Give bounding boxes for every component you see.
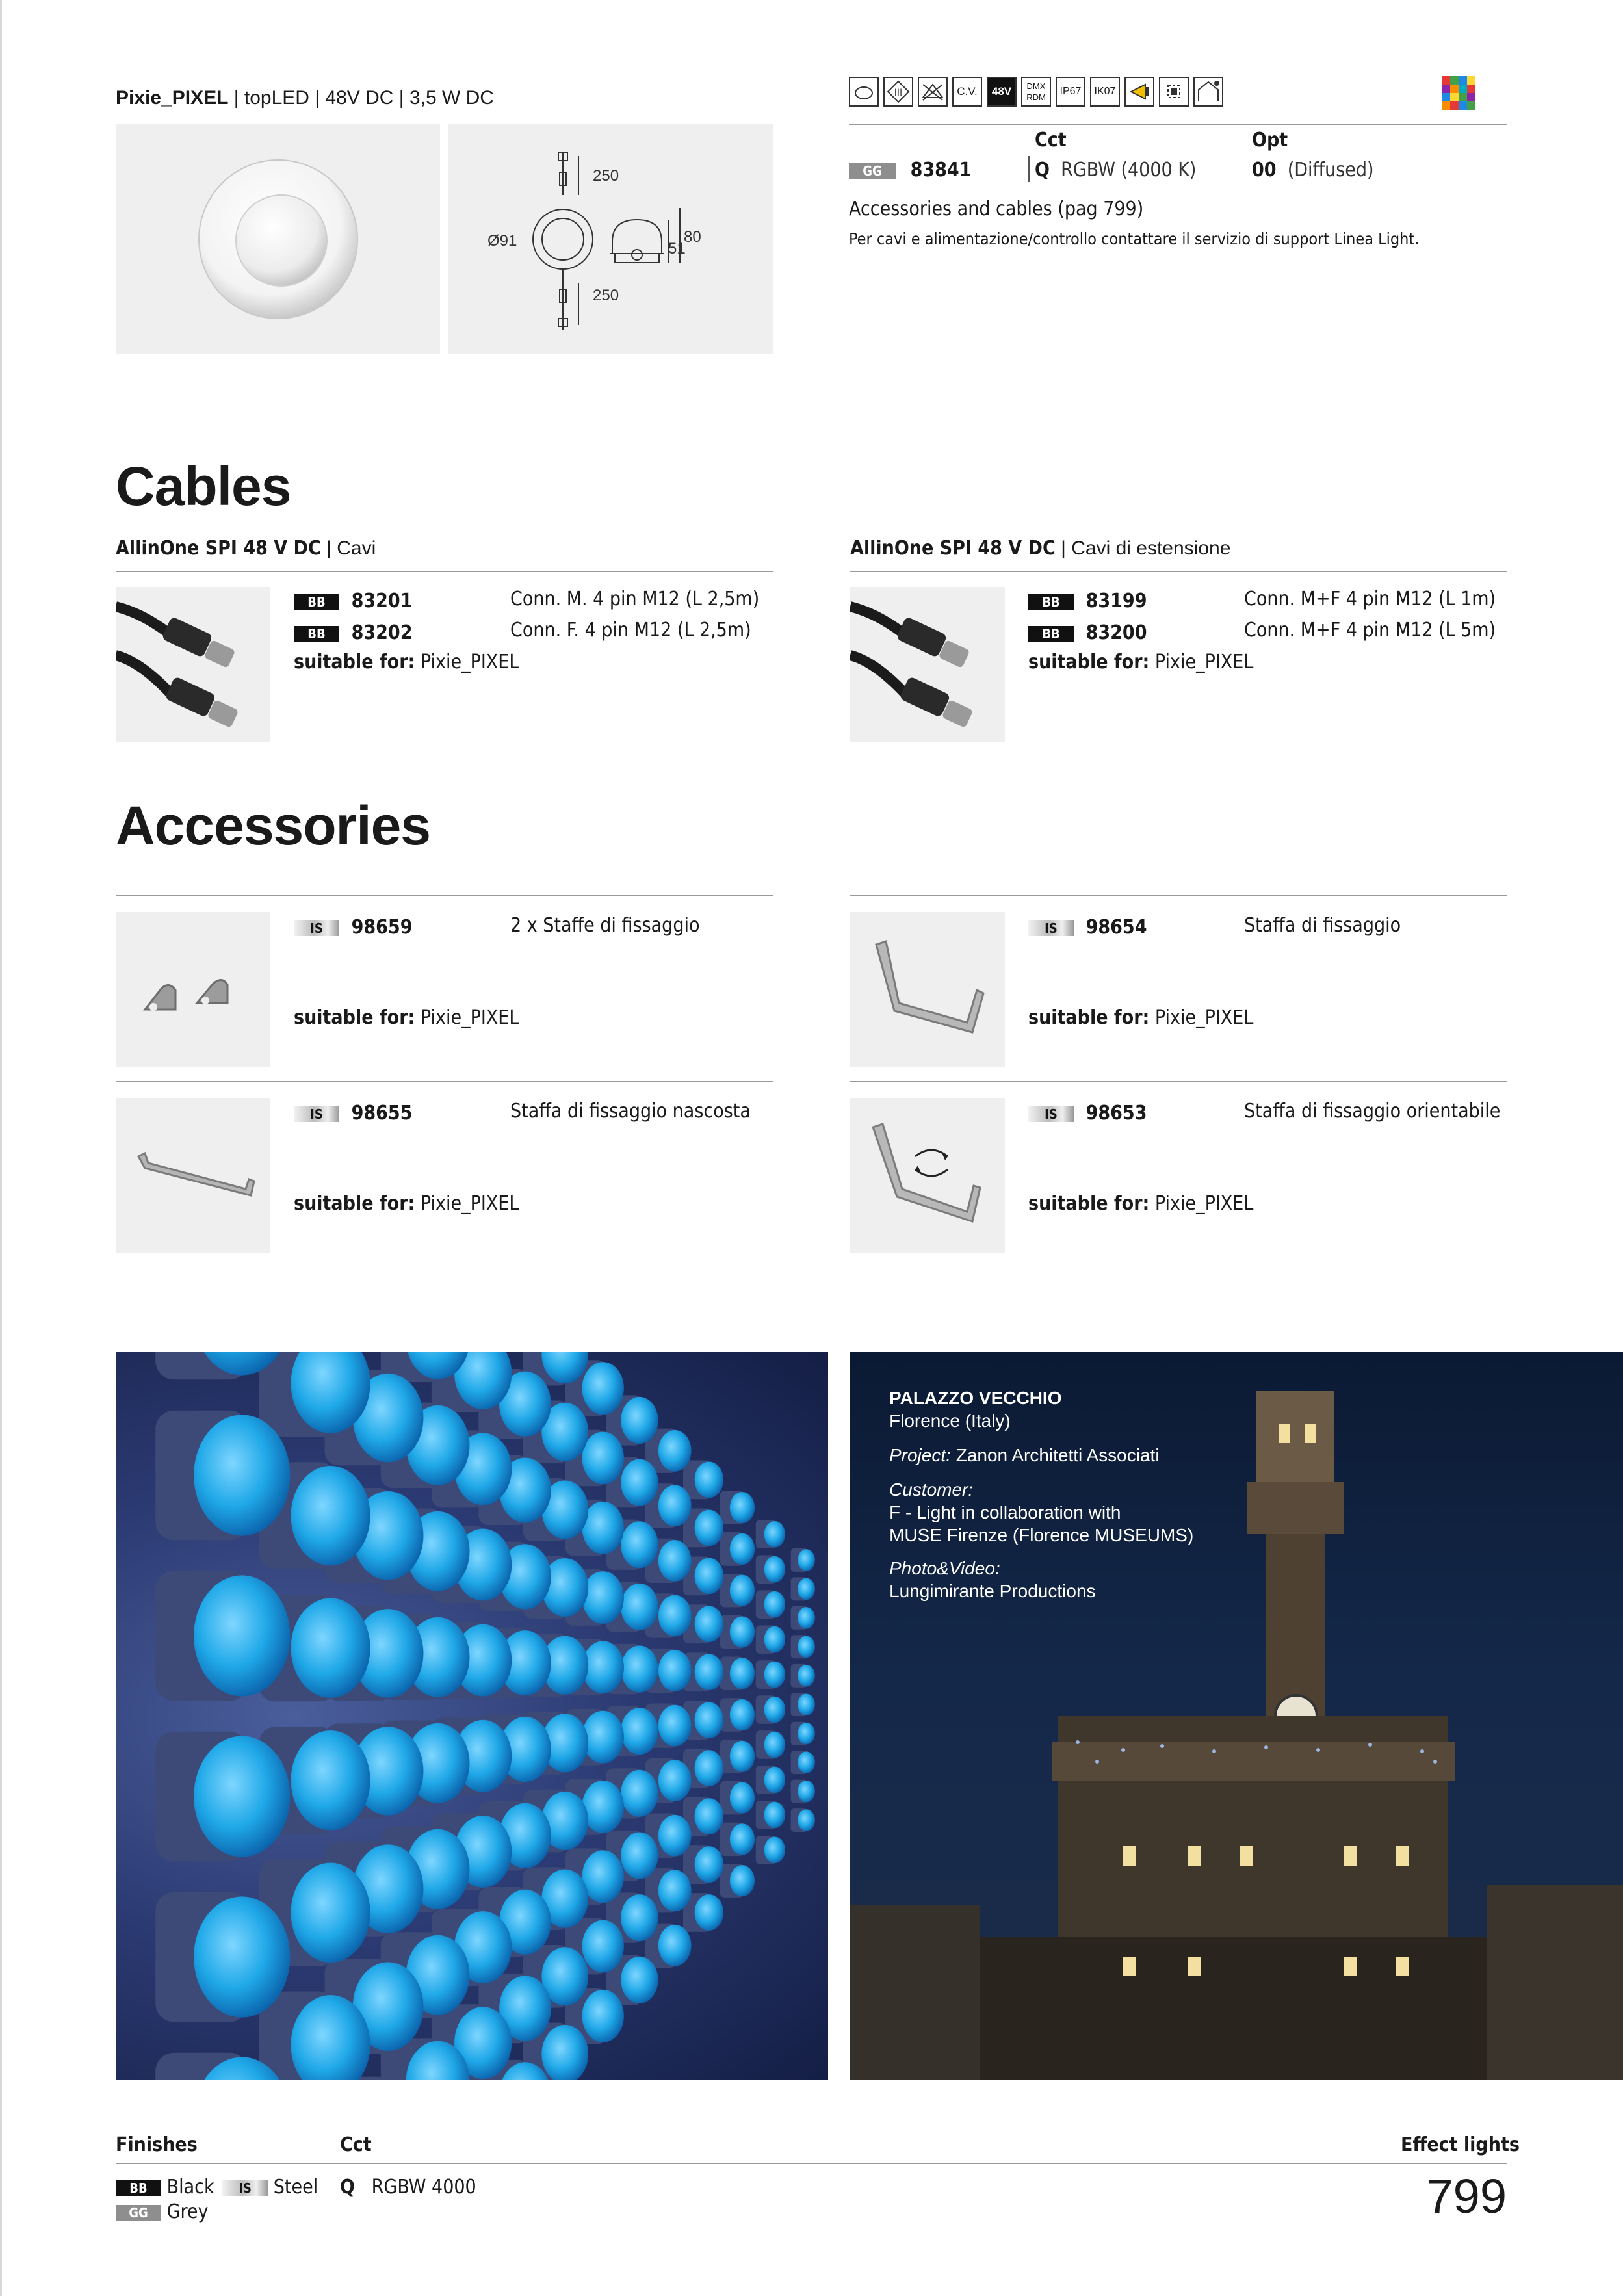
led-wall-svg bbox=[116, 1352, 828, 2080]
led-dome bbox=[658, 1430, 692, 1472]
led-dome bbox=[764, 1626, 785, 1653]
led-dome bbox=[291, 1598, 370, 1697]
finish-badge: GG bbox=[116, 2205, 161, 2221]
dmx-label: DMX bbox=[1026, 81, 1046, 91]
led-dome bbox=[764, 1802, 785, 1829]
cable-desc: Conn. M+F 4 pin M12 (L 5m) bbox=[1244, 619, 1496, 642]
led-dome bbox=[695, 1462, 723, 1498]
led-dome bbox=[621, 1770, 658, 1817]
led-dome bbox=[658, 1870, 692, 1911]
finish-badge: IS bbox=[1028, 1106, 1074, 1122]
finish-badge: BB bbox=[1028, 626, 1074, 642]
product-title bbox=[116, 87, 494, 109]
finish-badge: BB bbox=[294, 626, 339, 642]
led-dome bbox=[582, 1641, 624, 1693]
led-wall-photo bbox=[116, 1352, 828, 2080]
dim-depth: 51 bbox=[668, 240, 686, 257]
led-dome bbox=[621, 1832, 658, 1879]
led-dome bbox=[764, 1521, 785, 1548]
project-label: Project: bbox=[889, 1445, 951, 1465]
accessory-photo bbox=[850, 1098, 1005, 1253]
cable-row bbox=[1028, 590, 1147, 612]
ip67-icon: IP67 bbox=[1056, 77, 1085, 107]
led-dome bbox=[730, 1533, 755, 1565]
variant-cct-value: RGBW (4000 K) bbox=[1061, 159, 1197, 181]
led-dome bbox=[730, 1823, 755, 1855]
acc-rule bbox=[116, 1081, 773, 1082]
page-edge bbox=[0, 0, 2, 2296]
variant-opt bbox=[1252, 159, 1374, 181]
finish-badge: IS bbox=[294, 920, 339, 936]
led-dome bbox=[730, 1492, 755, 1523]
cable-code: 83202 bbox=[351, 621, 413, 644]
suitable-label: suitable for: bbox=[294, 1192, 415, 1215]
cable-desc: Conn. M+F 4 pin M12 (L 1m) bbox=[1244, 588, 1496, 610]
led-dome bbox=[658, 1485, 692, 1526]
suitable-label: suitable for: bbox=[1028, 651, 1150, 673]
finish-badge: GG bbox=[849, 163, 896, 179]
technical-drawing-svg bbox=[448, 124, 773, 354]
accessory-code: 98653 bbox=[1085, 1102, 1147, 1125]
round-icon bbox=[849, 77, 879, 107]
led-dome bbox=[621, 1521, 658, 1568]
suitable-for bbox=[294, 1192, 519, 1215]
led-dome bbox=[695, 1509, 723, 1546]
dim-height: 80 bbox=[684, 228, 701, 246]
suitable-label: suitable for: bbox=[1028, 1192, 1150, 1215]
bracket-flat-svg bbox=[116, 1098, 270, 1253]
48v-icon: 48V bbox=[987, 77, 1017, 107]
finish-badge: IS bbox=[1028, 920, 1074, 936]
suitable-label: suitable for: bbox=[294, 651, 415, 673]
footer-rule bbox=[116, 2163, 1507, 2164]
led-dome bbox=[695, 1558, 723, 1594]
accessory-code: 98659 bbox=[351, 916, 413, 939]
no-insulation-icon bbox=[918, 77, 948, 107]
page-number: 799 bbox=[1426, 2169, 1507, 2223]
led-dome bbox=[621, 1957, 658, 2003]
suitable-label: suitable for: bbox=[1028, 1006, 1150, 1029]
led-dome bbox=[658, 1815, 692, 1857]
variant-row bbox=[849, 159, 971, 181]
led-dome bbox=[194, 1736, 290, 1857]
led-dome bbox=[658, 1595, 692, 1637]
beam-icon bbox=[1124, 77, 1154, 107]
led-dome bbox=[798, 1549, 815, 1571]
cable-photo-left bbox=[116, 587, 270, 742]
led-dome bbox=[798, 1723, 815, 1745]
product-photo bbox=[116, 124, 440, 354]
led-dome bbox=[658, 1705, 692, 1747]
class-III-label: III bbox=[894, 88, 903, 98]
led-dome bbox=[695, 1750, 723, 1786]
variant-cct-code: Q bbox=[1035, 159, 1050, 181]
suitable-value: Pixie_PIXEL bbox=[1154, 1192, 1254, 1215]
finish-badge: BB bbox=[1028, 594, 1074, 610]
led-dome bbox=[798, 1781, 815, 1803]
led-dome bbox=[582, 1571, 624, 1624]
dimension-icon bbox=[1159, 77, 1189, 107]
suitable-for bbox=[1028, 1192, 1253, 1215]
led-dome bbox=[621, 1708, 658, 1755]
product-specs: | topLED | 48V DC | 3,5 W DC bbox=[228, 87, 494, 109]
cables-left-header-sep: | bbox=[320, 538, 337, 559]
accessories-note: Accessories and cables (pag 799) bbox=[849, 198, 1144, 220]
led-dome bbox=[798, 1607, 815, 1629]
cable-photo-right-svg bbox=[850, 587, 1005, 742]
accessory-row bbox=[294, 916, 412, 939]
led-dome bbox=[658, 1540, 692, 1582]
dim-diameter: Ø91 bbox=[487, 232, 517, 250]
variant-code: 83841 bbox=[910, 159, 972, 181]
accessory-code: 98655 bbox=[351, 1102, 413, 1125]
led-dome bbox=[730, 1741, 755, 1772]
accessory-row bbox=[1028, 916, 1147, 939]
led-dome bbox=[621, 1459, 658, 1506]
led-dome bbox=[764, 1837, 785, 1864]
accessory-code: 98654 bbox=[1085, 916, 1147, 939]
customer-label: Customer: bbox=[889, 1480, 974, 1500]
footer-cct-label: Cct bbox=[340, 2133, 372, 2156]
cv-icon: C.V. bbox=[952, 77, 982, 107]
accessory-desc: Staffa di fissaggio orientabile bbox=[1244, 1100, 1501, 1123]
led-dome bbox=[798, 1751, 815, 1773]
finish-name: Grey bbox=[166, 2200, 209, 2223]
led-dome bbox=[621, 1397, 658, 1444]
led-dome bbox=[730, 1699, 755, 1730]
cable-row bbox=[294, 590, 412, 612]
variant-opt-value: (Diffused) bbox=[1287, 159, 1374, 181]
product-photo-svg bbox=[116, 124, 440, 354]
finish-row bbox=[116, 2200, 209, 2223]
dmx-rdm-icon bbox=[1021, 77, 1051, 107]
variant-opt-code: 00 bbox=[1252, 159, 1277, 181]
accessory-photo bbox=[116, 912, 270, 1067]
col-cct: Cct bbox=[1035, 129, 1067, 151]
led-dome bbox=[798, 1693, 815, 1715]
led-dome bbox=[582, 1431, 624, 1484]
led-dome bbox=[621, 1584, 658, 1630]
class-III-icon bbox=[883, 77, 913, 107]
product-name: Pixie_PIXEL bbox=[116, 87, 229, 109]
cables-left-header bbox=[116, 537, 376, 560]
variant-rule bbox=[849, 124, 1507, 125]
led-dome bbox=[798, 1665, 815, 1687]
led-dome bbox=[764, 1662, 785, 1688]
bracket-u-svg bbox=[850, 912, 1005, 1067]
bracket-pair-svg bbox=[116, 912, 270, 1067]
led-dome bbox=[621, 1646, 658, 1693]
accessory-photo bbox=[116, 1098, 270, 1253]
led-dome bbox=[730, 1865, 755, 1896]
led-dome bbox=[582, 1920, 624, 1973]
finish-name: Black bbox=[166, 2176, 214, 2198]
suitable-value: Pixie_PIXEL bbox=[1154, 651, 1254, 673]
finish-badge: BB bbox=[294, 594, 339, 610]
led-dome bbox=[798, 1578, 815, 1600]
led-dome bbox=[291, 1730, 370, 1830]
footer-cct-value: RGBW 4000 bbox=[371, 2176, 476, 2198]
accessory-row bbox=[294, 1102, 412, 1125]
acc-rule bbox=[116, 895, 773, 896]
cable-desc: Conn. F. 4 pin M12 (L 2,5m) bbox=[510, 619, 751, 642]
photo-value: Lungimirante Productions bbox=[889, 1581, 1096, 1601]
accessory-desc: Staffa di fissaggio bbox=[1244, 914, 1401, 937]
technical-drawing bbox=[448, 124, 773, 354]
led-dome bbox=[582, 1781, 624, 1833]
led-dome bbox=[730, 1616, 755, 1647]
led-dome bbox=[658, 1650, 692, 1691]
accessory-desc: 2 x Staffe di fissaggio bbox=[510, 914, 700, 937]
cables-left-header-rest: Cavi bbox=[337, 538, 376, 559]
finish-badge: IS bbox=[222, 2180, 268, 2196]
suitable-for bbox=[294, 651, 519, 673]
acc-rule bbox=[850, 1081, 1507, 1082]
cable-desc: Conn. M. 4 pin M12 (L 2,5m) bbox=[510, 588, 760, 610]
dim-top: 250 bbox=[593, 167, 619, 185]
led-dome bbox=[582, 1502, 624, 1554]
suitable-value: Pixie_PIXEL bbox=[420, 651, 519, 673]
led-dome bbox=[291, 1466, 370, 1565]
suitable-for bbox=[294, 1006, 519, 1029]
cables-right-header-sep: | bbox=[1055, 538, 1072, 559]
col-opt: Opt bbox=[1252, 129, 1288, 151]
cables-title: Cables bbox=[116, 456, 291, 517]
led-dome bbox=[695, 1654, 723, 1690]
customer-line1: F - Light in collaboration with bbox=[889, 1502, 1121, 1522]
cable-photo-left-svg bbox=[116, 587, 270, 742]
led-dome bbox=[798, 1636, 815, 1658]
rgb-grid-svg bbox=[1442, 76, 1475, 110]
cables-right-rule bbox=[850, 571, 1507, 572]
outdoor-icon bbox=[1193, 77, 1223, 107]
led-dome bbox=[695, 1846, 723, 1883]
suitable-value: Pixie_PIXEL bbox=[420, 1192, 519, 1215]
footer-cct bbox=[340, 2176, 476, 2198]
finish-badge: BB bbox=[116, 2180, 161, 2196]
project-caption bbox=[889, 1387, 1253, 1602]
suitable-for bbox=[1028, 1006, 1253, 1029]
led-dome bbox=[764, 1732, 785, 1758]
project-name: PALAZZO VECCHIO bbox=[889, 1388, 1062, 1408]
footer-cct-code: Q bbox=[340, 2176, 355, 2198]
ik07-icon: IK07 bbox=[1090, 77, 1120, 107]
customer-line2: MUSE Firenze (Florence MUSEUMS) bbox=[889, 1525, 1194, 1545]
accessory-desc: Staffa di fissaggio nascosta bbox=[510, 1100, 751, 1123]
rdm-label: RDM bbox=[1026, 92, 1046, 102]
cables-right-header-bold: AllinOne SPI 48 V DC bbox=[850, 537, 1056, 560]
led-dome bbox=[695, 1702, 723, 1738]
led-dome bbox=[582, 1850, 624, 1903]
cable-photo-right bbox=[850, 587, 1005, 742]
dim-bottom: 250 bbox=[593, 287, 619, 304]
led-dome bbox=[695, 1606, 723, 1642]
rgb-grid-icon bbox=[1442, 76, 1475, 110]
cables-right-header bbox=[850, 537, 1230, 560]
support-note: Per cavi e alimentazione/controllo contattare il servizio di support Linea Light. bbox=[849, 229, 1420, 248]
led-dome bbox=[764, 1556, 785, 1583]
led-dome bbox=[764, 1767, 785, 1794]
led-dome bbox=[194, 1896, 290, 2017]
suitable-value: Pixie_PIXEL bbox=[420, 1006, 519, 1029]
cable-code: 83199 bbox=[1085, 590, 1147, 612]
photo-label: Photo&Video: bbox=[889, 1558, 1000, 1578]
cable-code: 83200 bbox=[1085, 621, 1147, 644]
finish-badge: IS bbox=[294, 1106, 339, 1122]
project-location: Florence (Italy) bbox=[889, 1411, 1011, 1431]
cables-right-header-rest: Cavi di estensione bbox=[1071, 538, 1231, 559]
accessory-photo bbox=[850, 912, 1005, 1067]
led-dome bbox=[582, 1990, 624, 2042]
led-dome bbox=[798, 1809, 815, 1831]
suitable-label: suitable for: bbox=[294, 1006, 415, 1029]
led-dome bbox=[764, 1591, 785, 1618]
acc-rule bbox=[850, 895, 1507, 896]
led-dome bbox=[695, 1798, 723, 1834]
cables-left-header-bold: AllinOne SPI 48 V DC bbox=[116, 537, 321, 560]
suitable-for bbox=[1028, 651, 1253, 673]
suitable-value: Pixie_PIXEL bbox=[1154, 1006, 1254, 1029]
certification-icons bbox=[849, 77, 1228, 109]
led-dome bbox=[582, 1711, 624, 1764]
accessories-title: Accessories bbox=[116, 795, 431, 856]
led-dome bbox=[695, 1894, 723, 1931]
led-dome bbox=[764, 1697, 785, 1723]
cable-row bbox=[1028, 621, 1147, 644]
variant-divider bbox=[1028, 156, 1030, 182]
cable-row bbox=[294, 621, 412, 644]
led-dome bbox=[582, 1362, 624, 1415]
variant-cct bbox=[1035, 159, 1196, 181]
cables-left-rule bbox=[116, 571, 773, 572]
finish-row bbox=[116, 2176, 318, 2198]
led-dome bbox=[621, 1894, 658, 1941]
led-dome bbox=[194, 1415, 290, 1535]
led-dome bbox=[291, 1863, 370, 1963]
cable-code: 83201 bbox=[351, 590, 413, 612]
led-dome bbox=[194, 1575, 290, 1696]
finish-name: Steel bbox=[273, 2176, 318, 2198]
led-dome bbox=[730, 1658, 755, 1689]
led-dome bbox=[658, 1925, 692, 1966]
bracket-orientable-svg bbox=[850, 1098, 1005, 1253]
led-dome bbox=[730, 1575, 755, 1606]
project-value: Zanon Architetti Associati bbox=[950, 1445, 1160, 1465]
finishes-label: Finishes bbox=[116, 2133, 198, 2156]
led-dome bbox=[658, 1760, 692, 1801]
accessory-row bbox=[1028, 1102, 1147, 1125]
led-dome bbox=[730, 1782, 755, 1814]
section-label: Effect lights bbox=[1401, 2133, 1520, 2156]
